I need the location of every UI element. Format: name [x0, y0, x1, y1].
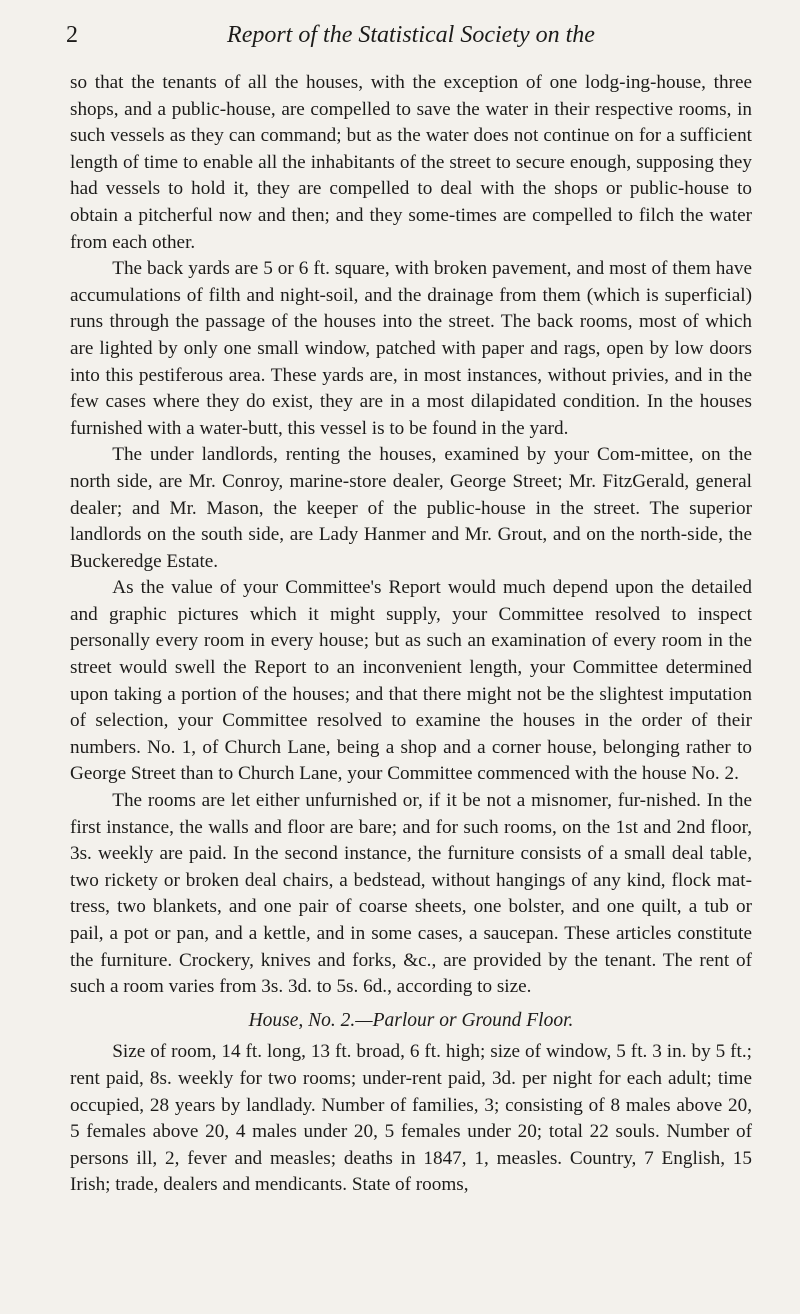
paragraph-water-supply: so that the tenants of all the houses, with the exception of one lodg-ing-house, three shops, and a public-house, are compelled to save the water in their respective rooms, in such vessels as they can command; but as the water does not continue on for a sufficient length of time to enable all the inhabitants of the street to secure enough, supposing they had vessels to hold it, they are compelled to deal with the shops or public-house to obtain a pitcherful now and then; and they some-times are compelled to filch the water from each other. — [70, 72, 752, 253]
running-head — [66, 18, 752, 58]
page-number: 2 — [66, 22, 78, 48]
running-title: Report of the Statistical Society on the — [227, 22, 595, 48]
body-text — [70, 70, 752, 1199]
paragraph-room-details: Size of room, 14 ft. long, 13 ft. broad, 6 ft. high; size of window, 5 ft. 3 in. by 5 ft.; rent paid, 8s. weekly for two rooms; under-rent paid, 3d. per night for each adult; time occupied, 28 years by landlady. Number of families, 3; consisting of 8 males above 20, 5 females above 20, 4 males under 20, 5 females under 20; total 22 souls. Number of persons ill, 2, fever and measles; deaths in 1847, 1, measles. Country, 7 English, 15 Irish; trade, dealers and mendicants. State of rooms, — [70, 1041, 752, 1196]
paragraph-furnished-rooms: The rooms are let either unfurnished or, if it be not a misnomer, fur-nished. In the first instance, the walls and floor are bare; and for such rooms, on the 1st and 2nd floor, 3s. weekly are paid. In the second instance, the furniture consists of a small deal table, two rickety or broken deal chairs, a bedstead, without hangings of any kind, flock mat-tress, two blankets, and one pair of coarse sheets, one bolster, and one quilt, a tub or pail, a pot or pan, and a kettle, and in some cases, a saucepan. These articles constitute the furniture. Crockery, knives and forks, &c., are provided by the tenant. The rent of such a room varies from 3s. 3d. to 5s. 6d., according to size. — [70, 790, 752, 998]
document-page — [66, 18, 752, 1298]
paragraph-landlords: The under landlords, renting the houses, examined by your Com-mittee, on the north side, are Mr. Conroy, marine-store dealer, George Street; Mr. FitzGerald, general dealer; and Mr. Mason, the keeper of the public-house in the street. The superior landlords on the south side, are Lady Hanmer and Mr. Grout, and on the north-side, the Buckeredge Estate. — [70, 444, 752, 572]
paragraph-back-yards: The back yards are 5 or 6 ft. square, with broken pavement, and most of them have accumulations of filth and night-soil, and the drainage from them (which is superficial) runs through the passage of the houses into the street. The back rooms, most of which are lighted by only one small window, patched with paper and rags, open by low doors into this pestiferous area. These yards are, in most instances, without privies, and in the few cases where they do exist, they are in a most dilapidated condition. In the houses furnished with a water-butt, this vessel is to be found in the yard. — [70, 258, 752, 439]
paragraph-inspection-method: As the value of your Committee's Report would much depend upon the detailed and graphic pictures which it might supply, your Committee resolved to inspect personally every room in every house; but as such an examination of every room in the street would swell the Report to an inconvenient length, your Committee determined upon taking a portion of the houses; and that there might not be the slightest imputation of selection, your Committee resolved to examine the houses in the order of their numbers. No. 1, of Church Lane, being a shop and a corner house, belonging rather to George Street than to Church Lane, your Committee commenced with the house No. 2. — [70, 577, 752, 785]
section-subheading: House, No. 2.—Parlour or Ground Floor. — [248, 1009, 574, 1031]
